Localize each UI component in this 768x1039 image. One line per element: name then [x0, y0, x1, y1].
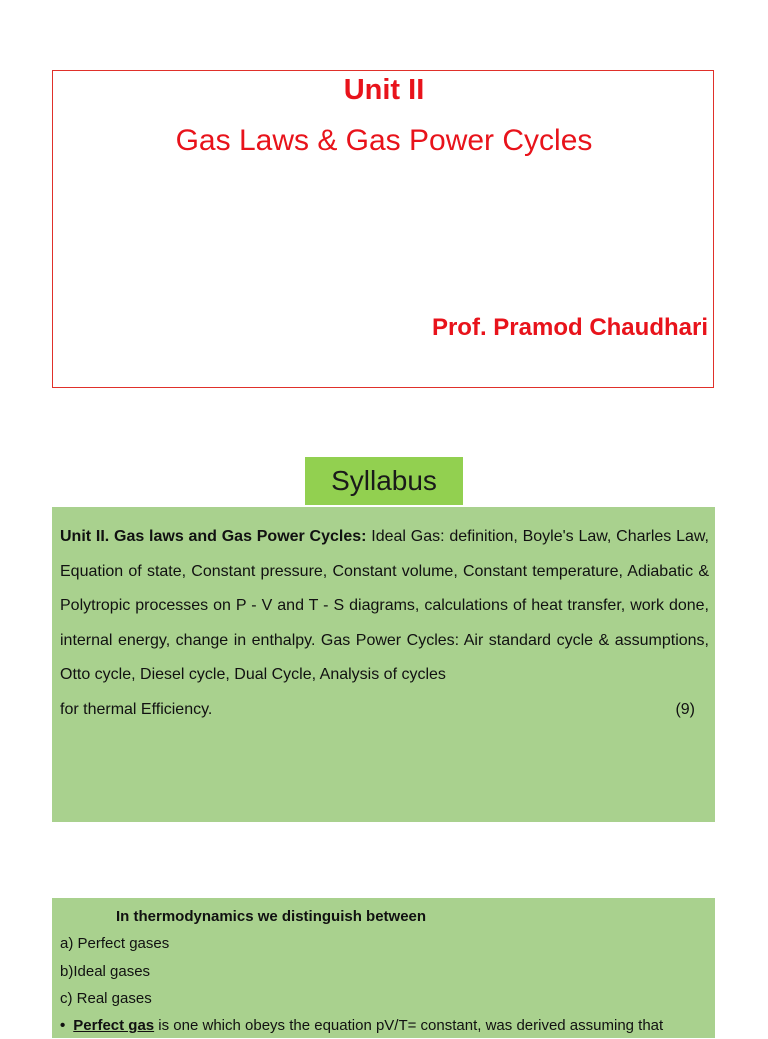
syllabus-body — [60, 528, 709, 683]
unit-title: Unit II — [343, 74, 425, 106]
syllabus-last-line — [60, 693, 709, 728]
syllabus-lead: Unit II. Gas laws and Gas Power Cycles: — [60, 528, 367, 545]
list-item: a) Perfect gases — [60, 935, 170, 953]
thermo-heading: In thermodynamics we distinguish between — [116, 908, 427, 925]
bullet-term: Perfect gas — [73, 1017, 155, 1035]
syllabus-last-text: for thermal Efficiency. — [60, 700, 213, 718]
list-item: b)Ideal gases — [60, 962, 151, 980]
syllabus-heading: Syllabus — [305, 457, 463, 505]
bullet-item — [60, 1012, 707, 1039]
unit-subtitle: Gas Laws & Gas Power Cycles — [175, 124, 593, 157]
bullet-text: is one which obeys the equation pV/T= constant, was derived assuming that — [154, 1017, 664, 1035]
author-name: Prof. Pramod Chaudhari — [431, 314, 708, 341]
list-item: c) Real gases — [60, 989, 152, 1007]
bullet-icon: • — [60, 1017, 66, 1035]
syllabus-marks: (9) — [675, 700, 695, 718]
syllabus-text: Ideal Gas: definition, Boyle's Law, Charles Law, Equation of state, Constant pressure, Constant volume, Constant temperature, Adiabatic & Polytropic processes on P - V and T - S diagrams, calculations of heat transfer, work done, internal energy, change in enthalpy. Gas Power Cycles: Air standard cycle & assumptions, Otto cycle, Diesel cycle, Dual Cycle, Analysis of cycles — [60, 528, 709, 684]
thermo-box — [52, 898, 715, 1038]
syllabus-box — [52, 507, 715, 822]
